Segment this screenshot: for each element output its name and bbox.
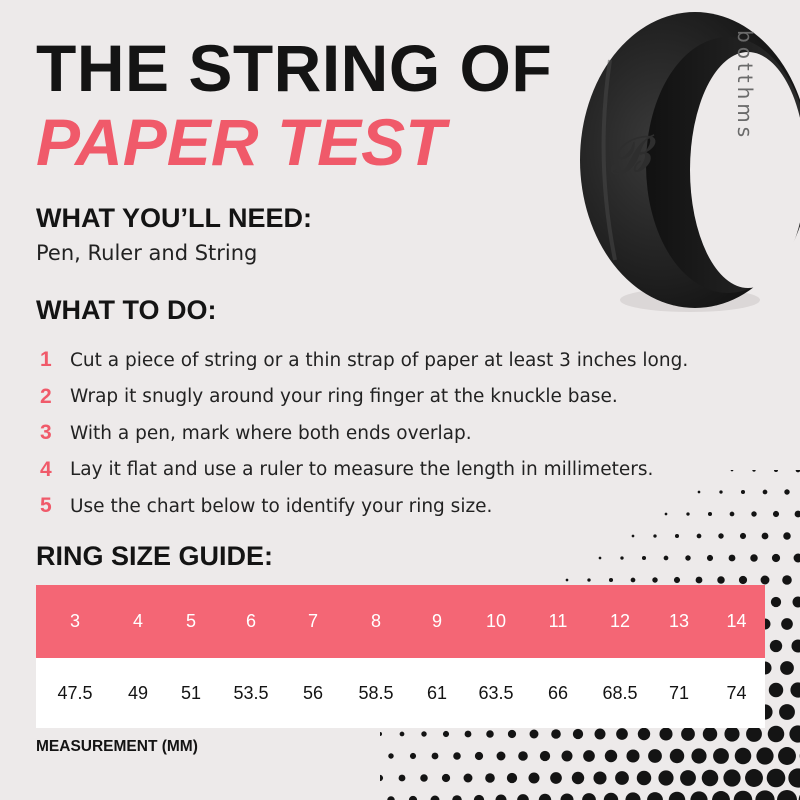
halftone-dot bbox=[593, 771, 606, 784]
halftone-dot bbox=[443, 731, 449, 737]
ring-brand-engraving: botthms bbox=[733, 30, 757, 142]
halftone-dot bbox=[685, 555, 690, 560]
ring-product-image bbox=[570, 0, 800, 350]
size-cell: 3 bbox=[69, 611, 80, 631]
halftone-dot bbox=[517, 794, 529, 800]
halftone-dot bbox=[712, 791, 730, 800]
halftone-dot bbox=[497, 752, 506, 761]
halftone-dot bbox=[400, 732, 405, 737]
size-cell: 11 bbox=[548, 611, 568, 631]
halftone-dot bbox=[768, 726, 785, 743]
halftone-dot bbox=[465, 731, 472, 738]
step-item bbox=[40, 379, 688, 416]
ring-logo: 𝓑 bbox=[603, 125, 654, 187]
halftone-dot bbox=[387, 796, 395, 800]
size-cell: 10 bbox=[485, 611, 507, 631]
halftone-dot bbox=[713, 748, 729, 764]
halftone-dot bbox=[771, 597, 781, 607]
halftone-dot bbox=[767, 769, 786, 788]
halftone-dot bbox=[703, 727, 717, 741]
step-item bbox=[40, 342, 688, 379]
halftone-dot bbox=[782, 575, 792, 585]
halftone-dot bbox=[670, 749, 684, 763]
step-text: Cut a piece of string or a thin strap of paper at least 3 inches long. bbox=[70, 349, 689, 371]
halftone-dot bbox=[750, 554, 758, 562]
halftone-dot bbox=[582, 793, 596, 800]
halftone-dot bbox=[690, 791, 707, 800]
halftone-dot bbox=[653, 534, 656, 537]
halftone-dot bbox=[604, 793, 618, 800]
halftone-dot bbox=[783, 532, 791, 540]
halftone-dot bbox=[647, 792, 663, 800]
halftone-dot bbox=[707, 555, 713, 561]
halftone-dot bbox=[691, 748, 706, 763]
halftone-dot bbox=[772, 554, 780, 562]
halftone-dot bbox=[587, 578, 590, 581]
halftone-dot bbox=[751, 511, 756, 516]
halftone-dot bbox=[718, 533, 723, 538]
halftone-dot bbox=[380, 775, 383, 781]
step-item bbox=[40, 452, 688, 489]
measurement-cell: 53.5 bbox=[233, 682, 269, 703]
halftone-dot bbox=[626, 749, 639, 762]
halftone-dot bbox=[560, 793, 573, 800]
measurement-row bbox=[36, 658, 765, 728]
halftone-dot bbox=[486, 730, 494, 738]
halftone-dot bbox=[474, 795, 484, 800]
size-cell: 13 bbox=[668, 611, 690, 631]
halftone-dot bbox=[452, 795, 462, 800]
halftone-dot bbox=[616, 728, 628, 740]
halftone-dot bbox=[730, 512, 735, 517]
halftone-dot bbox=[755, 790, 774, 800]
page-title-line1: THE STRING OF bbox=[36, 31, 553, 105]
halftone-dot bbox=[631, 578, 636, 583]
halftone-dot bbox=[761, 576, 770, 585]
halftone-dot bbox=[409, 796, 417, 800]
halftone-dot bbox=[739, 576, 747, 584]
halftone-dot bbox=[625, 792, 640, 800]
halftone-dot bbox=[453, 752, 461, 760]
halftone-dot bbox=[388, 753, 393, 758]
step-number: 3 bbox=[40, 421, 52, 445]
halftone-dot bbox=[632, 535, 635, 538]
step-number: 5 bbox=[40, 494, 52, 518]
step-text: Use the chart below to identify your ring size. bbox=[70, 495, 493, 517]
halftone-dot bbox=[762, 533, 769, 540]
halftone-dot bbox=[550, 772, 562, 784]
halftone-dot bbox=[735, 748, 752, 765]
halftone-dot bbox=[605, 750, 617, 762]
size-cell: 7 bbox=[307, 611, 318, 631]
step-item bbox=[40, 415, 688, 452]
halftone-dot bbox=[669, 792, 686, 800]
halftone-dot bbox=[410, 753, 416, 759]
halftone-dot bbox=[664, 556, 669, 561]
size-cell: 6 bbox=[245, 611, 256, 631]
halftone-dot bbox=[658, 770, 673, 785]
halftone-dot bbox=[485, 773, 495, 783]
halftone-dot bbox=[777, 790, 797, 800]
todo-heading: WHAT TO DO: bbox=[36, 295, 217, 325]
halftone-dot bbox=[741, 490, 745, 494]
measurement-cell: 47.5 bbox=[57, 682, 93, 703]
measurement-cell: 68.5 bbox=[602, 682, 638, 703]
halftone-dot bbox=[464, 774, 473, 783]
measurement-label: MEASUREMENT (MM) bbox=[36, 738, 198, 755]
halftone-dot bbox=[599, 557, 602, 560]
halftone-dot bbox=[380, 732, 382, 736]
halftone-dot bbox=[595, 729, 606, 740]
halftone-dot bbox=[475, 752, 483, 760]
step-number: 4 bbox=[40, 457, 52, 481]
halftone-dot bbox=[790, 682, 800, 697]
measurement-cell: 51 bbox=[180, 682, 202, 703]
halftone-dot bbox=[442, 774, 450, 782]
halftone-dot bbox=[717, 576, 725, 584]
measurement-cell: 49 bbox=[127, 682, 149, 703]
halftone-dot bbox=[421, 731, 426, 736]
halftone-dot bbox=[774, 470, 778, 472]
halftone-dot bbox=[702, 770, 719, 787]
measurement-cell: 58.5 bbox=[358, 682, 394, 703]
step-text: Wrap it snugly around your ring finger at the knuckle base. bbox=[70, 386, 618, 408]
halftone-dot bbox=[796, 470, 800, 472]
size-cell: 4 bbox=[132, 611, 143, 631]
size-cell: 8 bbox=[370, 611, 381, 631]
halftone-dot bbox=[551, 729, 561, 739]
halftone-dot bbox=[583, 750, 595, 762]
step-item bbox=[40, 488, 688, 525]
halftone-dot bbox=[763, 490, 768, 495]
halftone-dot bbox=[723, 769, 740, 786]
halftone-dot bbox=[769, 683, 783, 697]
halftone-dot bbox=[729, 555, 736, 562]
halftone-dot bbox=[745, 769, 763, 787]
ring-size-table bbox=[36, 585, 765, 728]
halftone-dot bbox=[642, 556, 646, 560]
halftone-dot bbox=[697, 534, 702, 539]
halftone-dot bbox=[773, 511, 779, 517]
measurement-cell: 66 bbox=[547, 682, 569, 703]
halftone-dot bbox=[680, 770, 696, 786]
step-number: 2 bbox=[40, 384, 52, 408]
halftone-dot bbox=[781, 618, 793, 630]
halftone-dot bbox=[562, 751, 573, 762]
guide-heading: RING SIZE GUIDE: bbox=[36, 541, 274, 571]
halftone-dot bbox=[778, 747, 796, 765]
halftone-dot bbox=[648, 749, 662, 763]
halftone-dot bbox=[508, 730, 516, 738]
halftone-dot bbox=[780, 661, 794, 675]
halftone-dot bbox=[495, 794, 506, 800]
size-cell: 12 bbox=[609, 611, 631, 631]
measurement-cell: 71 bbox=[668, 682, 690, 703]
halftone-dot bbox=[724, 726, 739, 741]
measurement-cell: 63.5 bbox=[478, 682, 514, 703]
halftone-dot bbox=[752, 470, 755, 472]
halftone-dot bbox=[399, 775, 406, 782]
halftone-dot bbox=[638, 728, 650, 740]
halftone-dot bbox=[779, 704, 795, 720]
halftone-dot bbox=[432, 753, 439, 760]
halftone-dot bbox=[530, 730, 539, 739]
size-row bbox=[36, 585, 765, 658]
halftone-dot bbox=[681, 727, 695, 741]
halftone-dot bbox=[518, 751, 528, 761]
halftone-dot bbox=[746, 726, 762, 742]
halftone-dot bbox=[420, 774, 428, 782]
halftone-dot bbox=[659, 727, 672, 740]
halftone-dot bbox=[675, 534, 679, 538]
halftone-dot bbox=[572, 772, 584, 784]
halftone-dot bbox=[566, 579, 569, 582]
halftone-dot bbox=[788, 768, 800, 787]
halftone-dot bbox=[756, 747, 773, 764]
halftone-dot bbox=[507, 773, 517, 783]
size-cell: 9 bbox=[431, 611, 442, 631]
size-cell: 14 bbox=[726, 611, 747, 631]
halftone-dot bbox=[529, 773, 540, 784]
halftone-dot bbox=[696, 577, 703, 584]
halftone-dot bbox=[698, 491, 701, 494]
halftone-dot bbox=[795, 511, 800, 518]
halftone-dot bbox=[793, 597, 800, 608]
measurement-cell: 61 bbox=[426, 682, 448, 703]
halftone-dot bbox=[431, 796, 440, 800]
steps-list bbox=[40, 342, 688, 525]
halftone-dot bbox=[794, 554, 800, 563]
page-title-line2: PAPER TEST bbox=[36, 105, 446, 179]
need-heading: WHAT YOU’LL NEED: bbox=[36, 203, 312, 233]
step-text: With a pen, mark where both ends overlap. bbox=[70, 422, 472, 444]
measurement-cell: 56 bbox=[302, 682, 324, 703]
halftone-dot bbox=[740, 533, 746, 539]
halftone-dot bbox=[770, 640, 782, 652]
step-text: Lay it flat and use a ruler to measure the length in millimeters. bbox=[70, 459, 654, 481]
size-cell: 5 bbox=[185, 611, 196, 631]
halftone-dot bbox=[734, 791, 753, 800]
halftone-dot bbox=[719, 490, 722, 493]
halftone-dot bbox=[620, 556, 623, 559]
halftone-dot bbox=[573, 729, 583, 739]
measurement-cell: 74 bbox=[726, 682, 747, 703]
halftone-dot bbox=[540, 751, 550, 761]
halftone-dot bbox=[637, 771, 651, 785]
halftone-dot bbox=[615, 771, 629, 785]
need-text: Pen, Ruler and String bbox=[36, 241, 258, 265]
halftone-dot bbox=[784, 489, 789, 494]
halftone-dot bbox=[539, 794, 551, 800]
halftone-dot bbox=[708, 512, 712, 516]
halftone-dot bbox=[674, 577, 680, 583]
halftone-dot bbox=[609, 578, 613, 582]
halftone-dot bbox=[791, 639, 800, 652]
step-number: 1 bbox=[40, 348, 52, 372]
halftone-dot bbox=[652, 577, 657, 582]
halftone-dot bbox=[731, 470, 734, 471]
halftone-dot bbox=[789, 725, 800, 742]
